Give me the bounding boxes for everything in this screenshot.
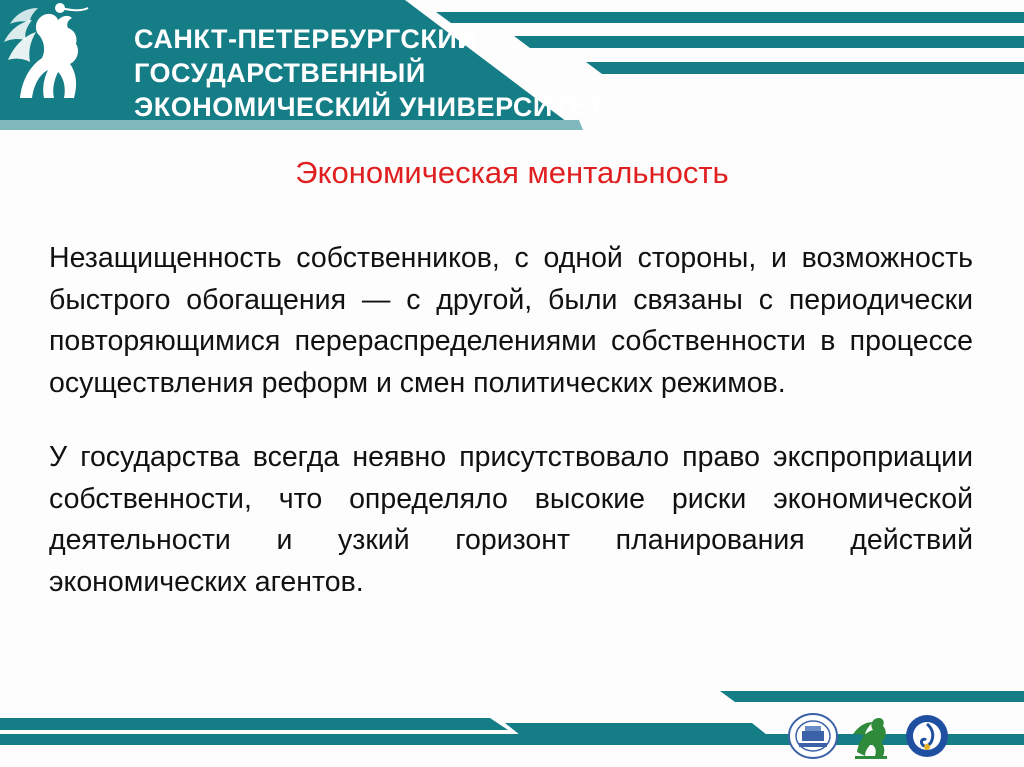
partner-emblem-icon <box>787 712 839 760</box>
blue-round-emblem-icon <box>904 712 950 760</box>
university-name-line-2: ГОСУДАРСТВЕННЫЙ <box>134 58 426 88</box>
university-name-line-1: САНКТ-ПЕТЕРБУРГСКИЙ <box>134 24 478 54</box>
university-name-line-3: ЭКОНОМИЧЕСКИЙ УНИВЕРСИТЕТ <box>134 92 606 122</box>
body-paragraph-2: У государства всегда неявно присутствовало право экспроприации собственности, что определяло высокие риски экономической деятельности и узкий горизонт планирования действий экономических агентов. <box>49 441 973 598</box>
green-griffin-emblem-icon <box>851 712 891 760</box>
slide-title: Экономическая ментальность <box>295 155 729 190</box>
header-band <box>0 0 1024 130</box>
university-name <box>134 22 605 124</box>
slide-body <box>49 238 973 603</box>
griffin-logo-icon <box>0 0 92 104</box>
body-paragraph-1: Незащищенность собственников, с одной стороны, и возможность быстрого обогащения — с другой, были связаны с периодически повторяющимися перераспределениями собственности в процессе осуществления реформ и смен политических режимов. <box>49 242 973 399</box>
